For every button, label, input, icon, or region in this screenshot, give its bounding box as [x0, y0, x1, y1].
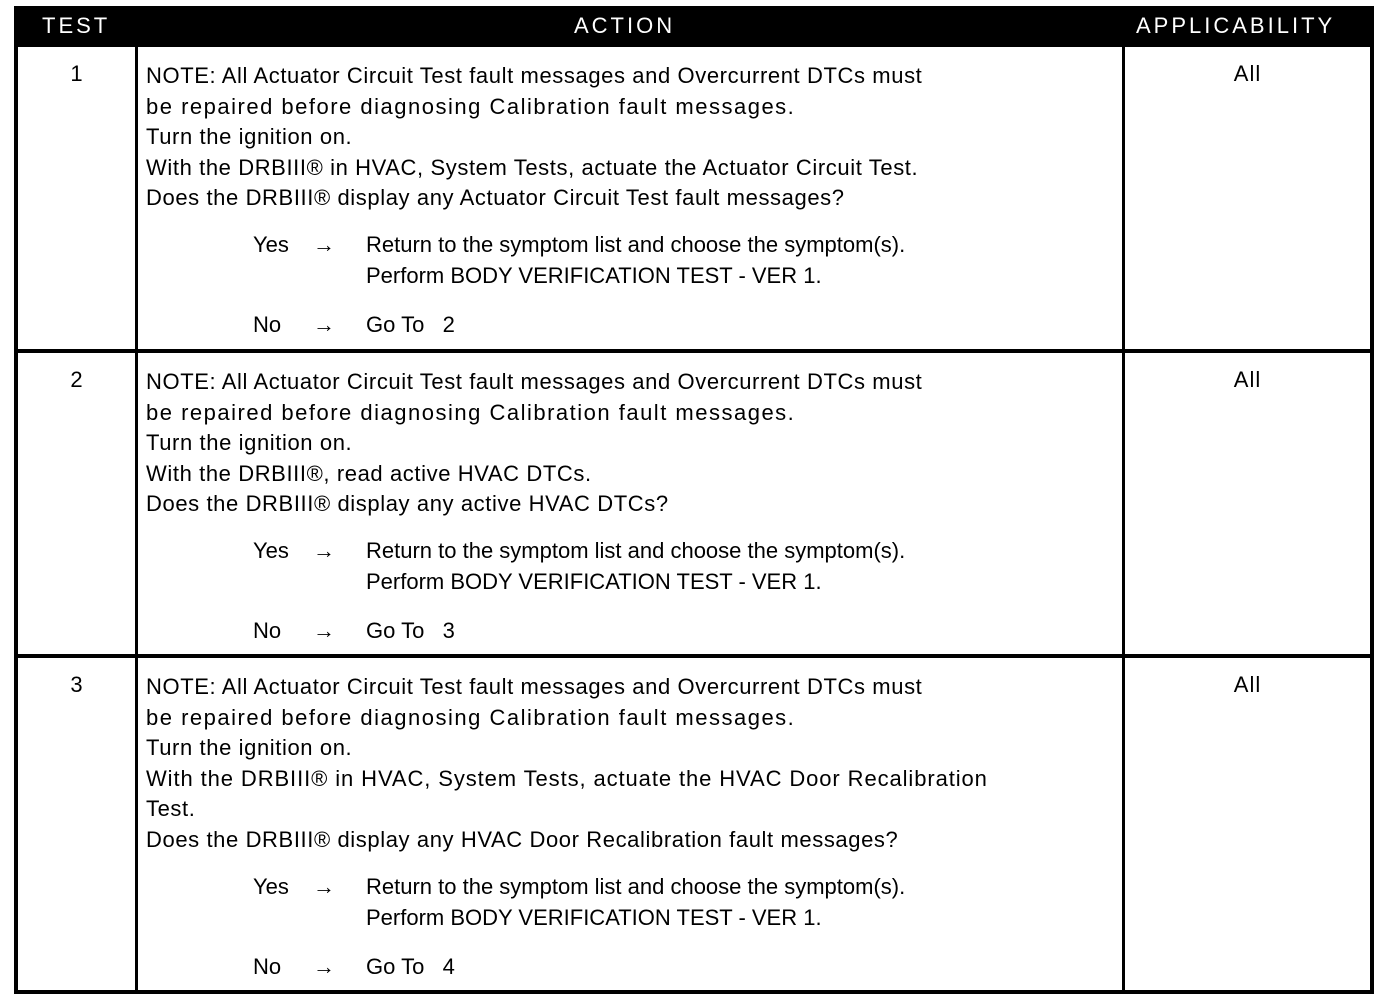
table-row	[18, 47, 1370, 349]
right-arrow-icon: →	[313, 954, 335, 979]
action-line: Does the DRBIII® display any Actuator Circuit Test fault messages?	[146, 185, 845, 210]
yes-result-line: Perform BODY VERIFICATION TEST - VER 1.	[366, 568, 822, 594]
action-text	[146, 672, 1114, 855]
action-text	[146, 61, 1114, 214]
action-line: NOTE: All Actuator Circuit Test fault messages and Overcurrent DTCs must	[146, 369, 923, 394]
test-number: 3	[70, 672, 83, 697]
action-line: NOTE: All Actuator Circuit Test fault messages and Overcurrent DTCs must	[146, 63, 923, 88]
test-number: 2	[70, 367, 83, 392]
header-action: ACTION	[574, 13, 676, 38]
yes-label: Yes	[253, 232, 289, 257]
applicability-value: All	[1233, 672, 1262, 697]
action-line: Turn the ignition on.	[146, 735, 353, 760]
applicability-value: All	[1233, 61, 1262, 86]
yes-result-line: Return to the symptom list and choose the symptom(s).	[366, 232, 906, 257]
action-line: be repaired before diagnosing Calibration fault messages.	[146, 93, 796, 119]
right-arrow-icon: →	[313, 538, 335, 563]
action-line: be repaired before diagnosing Calibration fault messages.	[146, 704, 796, 730]
diagnostic-test-table	[14, 6, 1374, 994]
action-line: With the DRBIII® in HVAC, System Tests, actuate the HVAC Door Recalibration	[146, 765, 988, 791]
action-line: Does the DRBIII® display any HVAC Door Recalibration fault messages?	[146, 826, 899, 852]
right-arrow-icon: →	[313, 874, 335, 899]
right-arrow-icon: →	[313, 618, 335, 643]
header-applicability: APPLICABILITY	[1136, 13, 1336, 38]
action-line: With the DRBIII®, read active HVAC DTCs.	[146, 460, 592, 486]
yes-label: Yes	[253, 874, 289, 899]
no-label: No	[253, 618, 282, 643]
yes-result-line: Perform BODY VERIFICATION TEST - VER 1.	[366, 262, 822, 288]
action-line: NOTE: All Actuator Circuit Test fault messages and Overcurrent DTCs must	[146, 674, 923, 699]
table-row	[18, 658, 1370, 988]
yes-result-line: Return to the symptom list and choose the symptom(s).	[366, 874, 906, 899]
right-arrow-icon: →	[313, 312, 335, 337]
header-test: TEST	[42, 13, 111, 38]
yes-result-line: Return to the symptom list and choose the symptom(s).	[366, 538, 906, 563]
test-number: 1	[70, 61, 83, 86]
yes-label: Yes	[253, 538, 289, 563]
no-result: Go To 4	[366, 954, 455, 979]
table-row	[18, 353, 1370, 654]
action-line: Does the DRBIII® display any active HVAC DTCs?	[146, 491, 669, 516]
yes-result-line: Perform BODY VERIFICATION TEST - VER 1.	[366, 904, 822, 930]
no-result: Go To 2	[366, 312, 455, 337]
action-line: Turn the ignition on.	[146, 124, 353, 149]
right-arrow-icon: →	[313, 232, 335, 257]
action-line: be repaired before diagnosing Calibration fault messages.	[146, 399, 796, 425]
table-header	[18, 6, 1370, 47]
no-label: No	[253, 312, 282, 337]
no-label: No	[253, 954, 282, 979]
action-text	[146, 367, 1114, 520]
action-line: Test.	[146, 796, 196, 821]
no-result: Go To 3	[366, 618, 455, 643]
action-line: Turn the ignition on.	[146, 430, 353, 455]
action-line: With the DRBIII® in HVAC, System Tests, actuate the Actuator Circuit Test.	[146, 154, 919, 180]
applicability-value: All	[1233, 367, 1262, 392]
